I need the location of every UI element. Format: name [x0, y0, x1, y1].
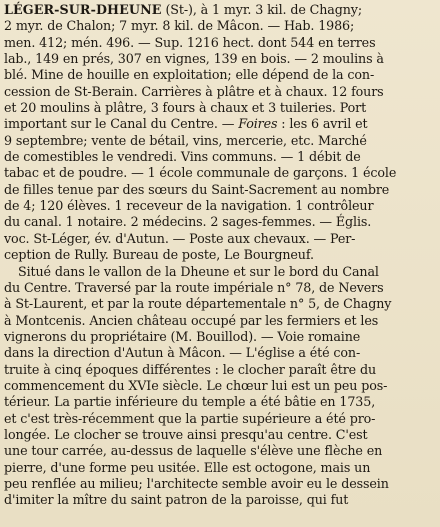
text-line: pierre, d'une forme peu usitée. Elle est octogone, mais un [4, 459, 371, 475]
line-text: (St-), à 1 myr. 3 kil. de Chagny; [161, 2, 362, 17]
text-line: longée. Le clocher se trouve ainsi presqu'au centre. C'est [4, 426, 368, 442]
text-line: térieur. La partie inférieure du temple a été bâtie en 1735, [4, 394, 376, 410]
text-line: d'imiter la mître du saint patron de la paroisse, qui fut [4, 492, 349, 508]
text-line: vignerons du propriétaire (M. Bouillod). — Voie romaine [4, 328, 361, 344]
text-line: commencement du XVIe siècle. Le chœur lui est un peu pos- [4, 377, 388, 393]
text-line: une tour carrée, au-dessus de laquelle s'élève une flèche en [4, 443, 383, 459]
line-text: important sur le Canal du Centre. — [4, 116, 239, 132]
text-line: ception de Rully. Bureau de poste, Le Bourgneuf. [4, 247, 314, 263]
text-line: et 20 moulins à plâtre, 3 fours à chaux et 3 tuileries. Port [4, 100, 367, 116]
text-line: de 4; 120 élèves. 1 receveur de la navigation. 1 contrôleur [4, 198, 374, 214]
entry-heading: LÉGER-SUR-DHEUNE [4, 2, 162, 17]
text-line: et c'est très-récemment que la partie supérieure a été pro- [4, 410, 376, 426]
text-line: peu renflée au milieu; l'architecte semble avoir eu le dessein [4, 475, 389, 491]
text-line [4, 2, 434, 18]
line-text: : les 6 avril et [277, 116, 368, 132]
text-line: 9 septembre; vente de bétail, vins, mercerie, etc. Marché [4, 132, 367, 148]
text-line: du Centre. Traversé par la route impériale n° 78, de Nevers [4, 279, 384, 295]
text-line: à Montcenis. Ancien château occupé par les fermiers et les [4, 312, 379, 328]
text-line: tabac et de poudre. — 1 école communale de garçons. 1 école [4, 165, 397, 181]
text-line: 2 myr. de Chalon; 7 myr. 8 kil. de Mâcon. — Hab. 1986; [4, 18, 355, 34]
text-line: dans la direction d'Autun à Mâcon. — L'église a été con- [4, 345, 361, 361]
text-line: voc. St-Léger, év. d'Autun. — Poste aux chevaux. — Per- [4, 230, 356, 246]
text-line: à St-Laurent, et par la route départementale n° 5, de Chagny [4, 296, 392, 312]
text-line: blé. Mine de houille en exploitation; elle dépend de la con- [4, 67, 375, 83]
text-line: du canal. 1 notaire. 2 médecins. 2 sages-femmes. — Églis. [4, 214, 372, 230]
text-line: cession de St-Berain. Carrières à plâtre et à chaux. 12 fours [4, 83, 384, 99]
text-line [4, 116, 434, 132]
text-line: lab., 149 en prés, 307 en vignes, 139 en bois. — 2 moulins à [4, 51, 384, 67]
text-line: truite à cinq époques différentes : le clocher paraît être du [4, 361, 376, 377]
text-line: Situé dans le vallon de la Dheune et sur le bord du Canal [18, 263, 379, 279]
text-line: de filles tenue par des sœurs du Saint-Sacrement au nombre [4, 181, 390, 197]
foires-label: Foires [238, 116, 278, 132]
text-line: de comestibles le vendredi. Vins communs. — 1 débit de [4, 149, 361, 165]
text-line: men. 412; mén. 496. — Sup. 1216 hect. dont 544 en terres [4, 34, 376, 50]
